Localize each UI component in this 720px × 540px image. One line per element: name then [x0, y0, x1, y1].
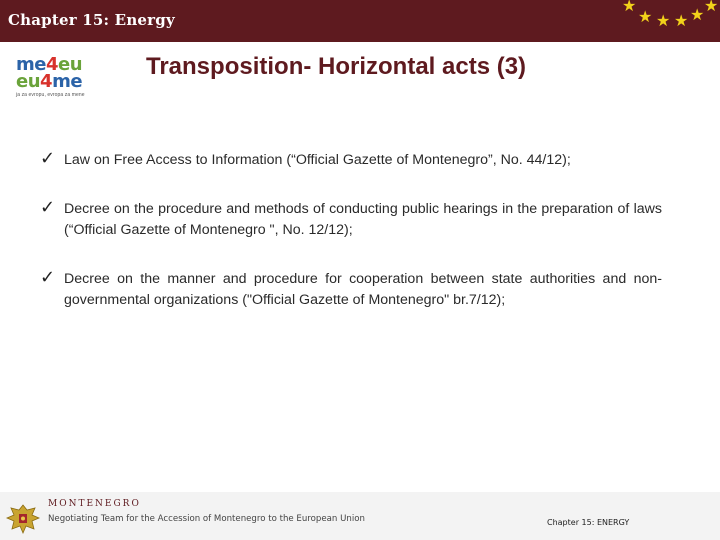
- bullet-text: Decree on the procedure and methods of conducting public hearings in the preparation of laws (“Official Gazette of Montenegro ", No. 12/12);: [64, 201, 662, 238]
- star-icon: ★: [656, 13, 671, 30]
- bullet-text: Decree on the manner and procedure for cooperation between state authorities and non-governmental organizations ("Official Gazette of Montenegro" br.7/12);: [64, 271, 662, 308]
- footer: [0, 492, 720, 540]
- star-icon: ★: [622, 0, 637, 15]
- montenegro-crest-icon: [4, 502, 42, 536]
- star-icon: ★: [638, 9, 653, 26]
- logo-text: 4: [40, 71, 53, 92]
- checkmark-icon: ✓: [40, 197, 56, 218]
- footer-chapter: Chapter 15: ENERGY: [547, 518, 630, 527]
- star-icon: ★: [690, 7, 705, 24]
- logo-text: me: [16, 54, 46, 75]
- star-icon: ★: [704, 0, 719, 15]
- logo-tagline: ja za evropu, evropa za mene: [16, 92, 85, 98]
- star-icon: ★: [674, 13, 689, 30]
- logo-text: eu: [16, 71, 41, 92]
- bullet-list: [40, 150, 662, 339]
- list-item: [40, 150, 662, 171]
- chapter-title: Chapter 15: Energy: [8, 11, 175, 29]
- footer-country: MONTENEGRO: [48, 499, 141, 509]
- list-item: [40, 199, 662, 241]
- logo-text: eu: [58, 54, 83, 75]
- bullet-text: Law on Free Access to Information (“Official Gazette of Montenegro”, No. 44/12);: [64, 152, 571, 168]
- logo-text: 4: [45, 54, 58, 75]
- list-item: [40, 269, 662, 311]
- slide-title: Transposition- Horizontal acts (3): [146, 53, 527, 80]
- checkmark-icon: ✓: [40, 267, 56, 288]
- eu-stars: [612, 0, 720, 42]
- header-bar: [0, 0, 720, 42]
- me4eu-logo: [16, 56, 116, 100]
- checkmark-icon: ✓: [40, 148, 56, 169]
- footer-team: Negotiating Team for the Accession of Montenegro to the European Union: [48, 514, 365, 524]
- logo-line-2: [16, 73, 116, 90]
- logo-text: me: [52, 71, 83, 92]
